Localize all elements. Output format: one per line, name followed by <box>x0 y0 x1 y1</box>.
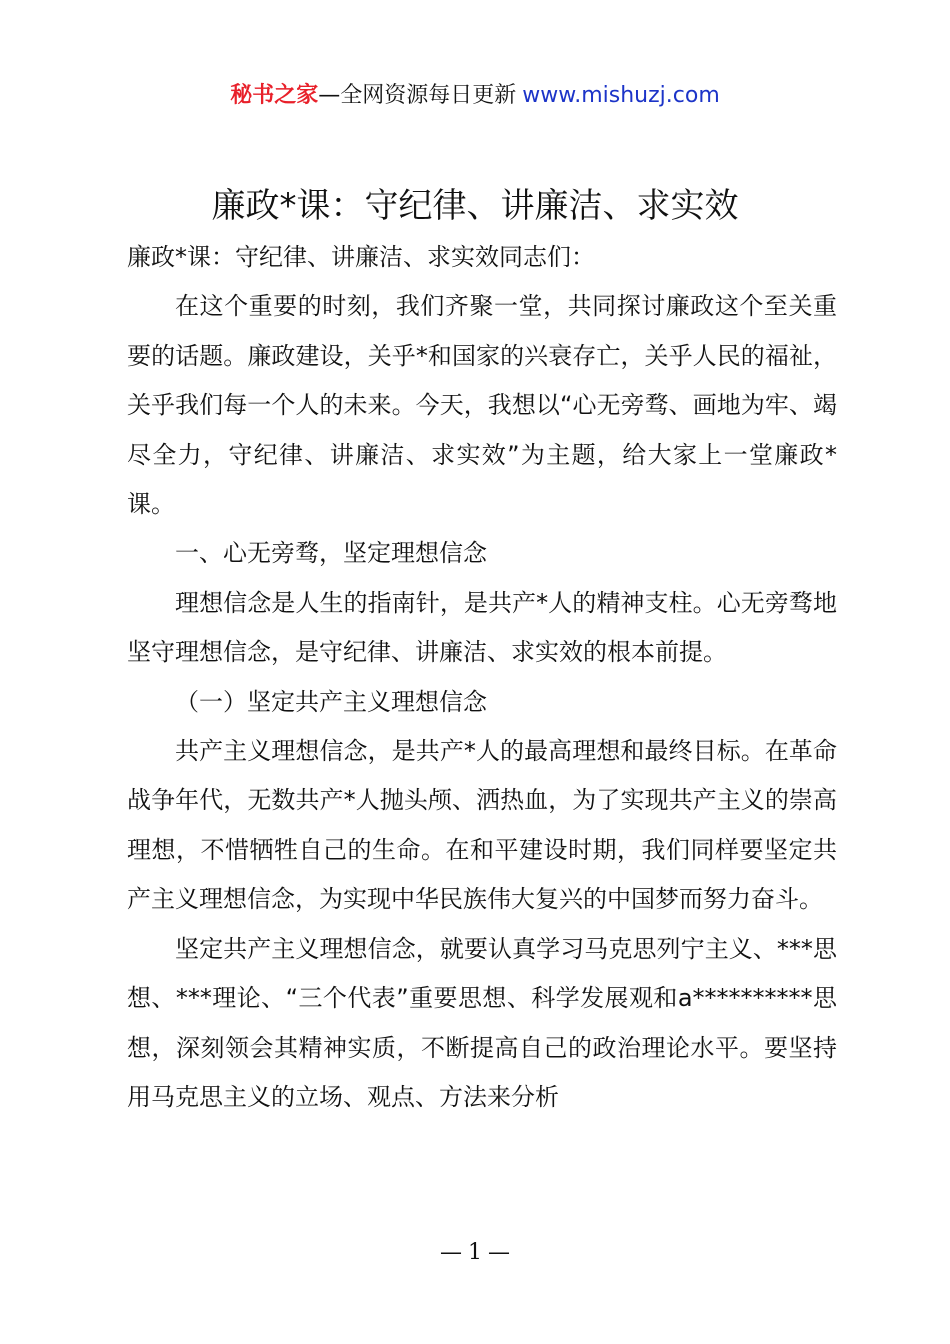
body-paragraph: 共产主义理想信念，是共产*人的最高理想和最终目标。在革命战争年代，无数共产*人抛头颅、洒热血，为了实现共产主义的崇高理想，不惜牺牲自己的生命。在和平建设时期，我们同样要坚定共产主义理想信念，为实现中华民族伟大复兴的中国梦而努力奋斗。 <box>127 737 837 914</box>
page-number-footer <box>0 1238 950 1268</box>
salutation-paragraph: 廉政*课：守纪律、讲廉洁、求实效同志们： <box>127 243 595 271</box>
document-title: 廉政*课：守纪律、讲廉洁、求实效 <box>211 186 739 226</box>
site-url-link[interactable]: www.mishuzj.com <box>522 83 720 108</box>
page-number: 1 <box>468 1240 482 1265</box>
body-paragraph: 理想信念是人生的指南针，是共产*人的精神支柱。心无旁骛地坚守理想信念，是守纪律、讲廉洁、求实效的根本前提。 <box>127 588 837 667</box>
body-paragraph: 坚定共产主义理想信念，就要认真学习马克思列宁主义、***思想、***理论、“三个代表”重要思想、科学发展观和a**********思想，深刻领会其精神实质，不断提高自己的政治理论水平。要坚持用马克思主义的立场、观点、方法来分析 <box>127 934 837 1111</box>
section-heading: 一、心无旁骛，坚定理想信念 <box>175 539 487 568</box>
site-header <box>0 80 950 112</box>
site-tagline: —全网资源每日更新 <box>318 83 517 108</box>
site-brand: 秘书之家 <box>230 83 319 108</box>
subsection-heading: （一）坚定共产主义理想信念 <box>175 687 487 716</box>
page-number-dash-right: — <box>488 1240 510 1265</box>
document-body <box>127 233 837 1122</box>
body-paragraph: 在这个重要的时刻，我们齐聚一堂，共同探讨廉政这个至关重要的话题。廉政建设，关乎*和国家的兴衰存亡，关乎人民的福祉，关乎我们每一个人的未来。今天，我想以“心无旁骛、画地为牢、竭尽全力，守纪律、讲廉洁、求实效”为主题，给大家上一堂廉政*课。 <box>127 292 837 519</box>
page-number-dash-left: — <box>440 1240 462 1265</box>
